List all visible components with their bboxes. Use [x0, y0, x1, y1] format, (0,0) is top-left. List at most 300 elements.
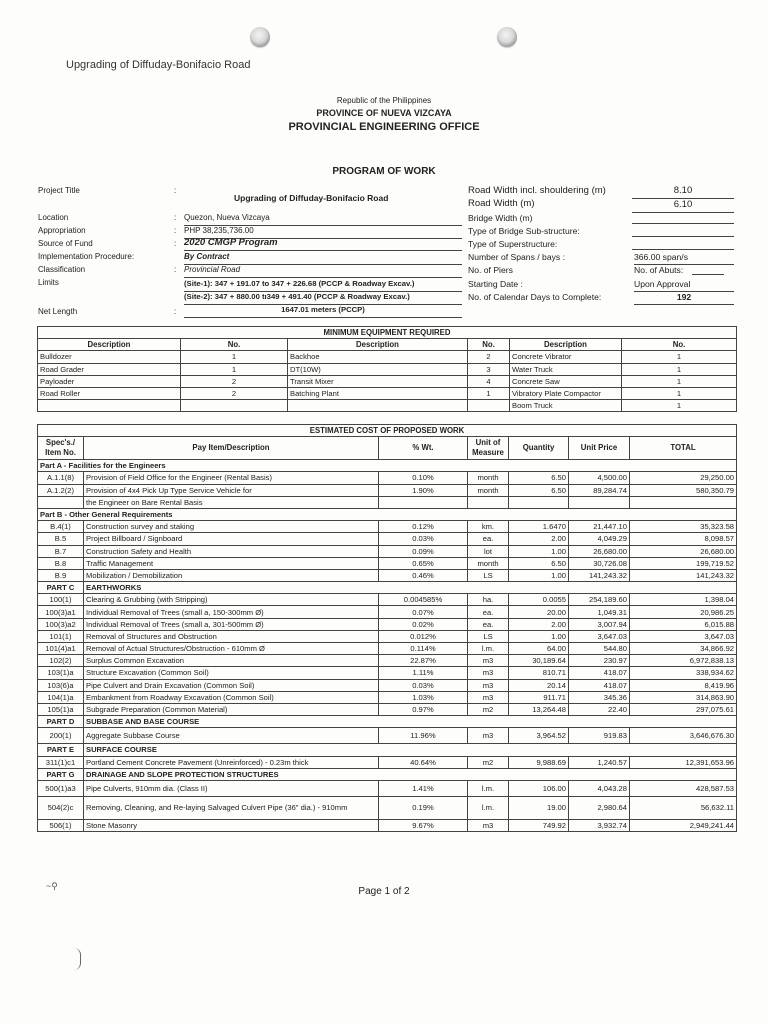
cell-desc: Embankment from Roadway Excavation (Common Soil) — [84, 691, 379, 703]
cell-total: 338,934.62 — [630, 667, 737, 679]
equipment-cell: 3 — [468, 363, 510, 375]
value-bridge-width — [632, 212, 734, 224]
table-row — [38, 655, 737, 667]
cost-title: ESTIMATED COST OF PROPOSED WORK — [38, 425, 737, 437]
cell-total — [630, 496, 737, 508]
cell-price: 4,500.00 — [569, 472, 630, 484]
cell-item: B.9 — [38, 569, 84, 581]
value-superstructure — [632, 238, 734, 250]
cell-price — [569, 496, 630, 508]
cell-item: 500(1)a3 — [38, 780, 84, 796]
cell-wt: 1.03% — [379, 691, 468, 703]
cost-header-5: Unit Price — [569, 437, 630, 460]
equipment-cell: 1 — [181, 363, 288, 375]
cell-qty: 6.50 — [509, 472, 569, 484]
colon: : — [174, 186, 177, 195]
cell-unit: month — [468, 472, 509, 484]
cost-header-3: Unit of Measure — [468, 437, 509, 460]
value-road-width: 6.10 — [632, 198, 734, 213]
cell-wt: 0.10% — [379, 472, 468, 484]
equipment-cell: Vibratory Plate Compactor — [510, 387, 622, 399]
cell-total: 6,015.88 — [630, 618, 737, 630]
cell-price: 89,284.74 — [569, 484, 630, 496]
part-label: PART G — [38, 768, 84, 780]
cell-item: 200(1) — [38, 728, 84, 744]
cell-unit: ha. — [468, 594, 509, 606]
cell-total: 580,350.79 — [630, 484, 737, 496]
value-implementation: By Contract — [184, 251, 462, 265]
value-road-width-shoulder: 8.10 — [632, 185, 734, 199]
value-location: Quezon, Nueva Vizcaya — [184, 212, 462, 226]
cell-item: 100(3)a2 — [38, 618, 84, 630]
value-starting-date: Upon Approval — [634, 278, 734, 292]
cell-wt: 0.004585% — [379, 594, 468, 606]
label-calendar-days: No. of Calendar Days to Complete: — [468, 292, 602, 302]
cell-qty: 2.00 — [509, 618, 569, 630]
section-title: Part A - Facilities for the Engineers — [38, 460, 737, 472]
cell-price: 544.80 — [569, 643, 630, 655]
cell-unit: ea. — [468, 618, 509, 630]
cell-wt: 0.65% — [379, 557, 468, 569]
label-implementation: Implementation Procedure: — [38, 252, 135, 261]
equipment-cell: 2 — [468, 351, 510, 363]
equipment-cell: Payloader — [38, 375, 181, 387]
cell-wt: 1.11% — [379, 667, 468, 679]
punch-hole-right — [497, 27, 517, 47]
part-label: PART E — [38, 744, 84, 756]
section-row — [38, 460, 737, 472]
equipment-cell: 1 — [622, 363, 737, 375]
equipment-cell: Boom Truck — [510, 400, 622, 412]
part-label: PART D — [38, 716, 84, 728]
cell-qty: 9,988.69 — [509, 756, 569, 768]
equipment-cell: 2 — [181, 387, 288, 399]
cell-item: 504(2)c — [38, 796, 84, 819]
cell-price: 919.83 — [569, 728, 630, 744]
cell-wt: 22.87% — [379, 655, 468, 667]
cell-unit — [468, 496, 509, 508]
cell-price: 21,447.10 — [569, 521, 630, 533]
cell-qty: 2.00 — [509, 533, 569, 545]
project-heading: Upgrading of Diffuday-Bonifacio Road — [66, 59, 251, 71]
equipment-header-5: No. — [622, 339, 737, 351]
colon: : — [174, 265, 177, 274]
cell-wt: 0.07% — [379, 606, 468, 618]
part-label: PART C — [38, 582, 84, 594]
label-classification: Classification — [38, 265, 86, 274]
label-road-width-shoulder: Road Width incl. shouldering (m) — [468, 185, 606, 196]
cell-unit: lot — [468, 545, 509, 557]
cell-qty: 64.00 — [509, 643, 569, 655]
label-starting-date: Starting Date : — [468, 279, 523, 289]
table-row — [38, 533, 737, 545]
cell-qty: 749.92 — [509, 819, 569, 831]
table-row — [38, 630, 737, 642]
cell-unit: m3 — [468, 679, 509, 691]
equipment-cell — [288, 400, 468, 412]
equipment-cell: 2 — [181, 375, 288, 387]
cell-price: 3,007.94 — [569, 618, 630, 630]
republic-text: Republic of the Philippines — [336, 96, 432, 105]
equipment-cell: Water Truck — [510, 363, 622, 375]
cell-price: 3,647.03 — [569, 630, 630, 642]
cell-qty — [509, 496, 569, 508]
part-row — [38, 582, 737, 594]
program-title: PROGRAM OF WORK — [332, 166, 436, 177]
cell-price: 418.07 — [569, 679, 630, 691]
cell-price: 254,189.60 — [569, 594, 630, 606]
cell-qty: 6.50 — [509, 557, 569, 569]
equipment-cell: 1 — [622, 375, 737, 387]
equipment-cell: 4 — [468, 375, 510, 387]
cell-total: 12,391,653.96 — [630, 756, 737, 768]
equipment-cell: 1 — [622, 400, 737, 412]
cell-desc: Pipe Culvert and Drain Excavation (Common Soil) — [84, 679, 379, 691]
cell-price: 1,240.57 — [569, 756, 630, 768]
label-project-title: Project Title — [38, 186, 80, 195]
pen-mark — [74, 948, 81, 970]
cell-total: 3,647.03 — [630, 630, 737, 642]
cost-header-2: % Wt. — [379, 437, 468, 460]
cell-desc: Pipe Culverts, 910mm dia. (Class II) — [84, 780, 379, 796]
cell-qty: 1.00 — [509, 545, 569, 557]
cell-desc: Structure Excavation (Common Soil) — [84, 667, 379, 679]
label-piers: No. of Piers — [468, 265, 513, 275]
page-number: Page 1 of 2 — [358, 886, 410, 897]
table-row — [38, 569, 737, 581]
cell-item: 311(1)c1 — [38, 756, 84, 768]
cell-total: 199,719.52 — [630, 557, 737, 569]
equipment-header-1: No. — [181, 339, 288, 351]
cell-unit: m2 — [468, 703, 509, 715]
cell-qty: 106.00 — [509, 780, 569, 796]
cell-unit: km. — [468, 521, 509, 533]
value-calendar-days: 192 — [634, 291, 734, 305]
equipment-row — [38, 400, 737, 412]
table-row — [38, 521, 737, 533]
value-appropriation: PHP 38,235,736.00 — [184, 225, 462, 239]
cell-unit: l.m. — [468, 643, 509, 655]
table-row — [38, 484, 737, 496]
cell-wt: 0.03% — [379, 679, 468, 691]
cell-qty: 0.0055 — [509, 594, 569, 606]
cell-item: 102(2) — [38, 655, 84, 667]
equipment-cell: 1 — [622, 351, 737, 363]
cell-desc: Removal of Structures and Obstruction — [84, 630, 379, 642]
equipment-row — [38, 363, 737, 375]
equipment-header-2: Description — [288, 339, 468, 351]
table-row — [38, 796, 737, 819]
cell-total: 141,243.32 — [630, 569, 737, 581]
cell-price: 26,680.00 — [569, 545, 630, 557]
equipment-cell: Bulldozer — [38, 351, 181, 363]
cell-wt: 0.02% — [379, 618, 468, 630]
cell-desc: Aggregate Subbase Course — [84, 728, 379, 744]
cell-total: 8,419.96 — [630, 679, 737, 691]
cell-desc: the Engineer on Bare Rental Basis — [84, 496, 379, 508]
cell-price: 4,049.29 — [569, 533, 630, 545]
cell-item — [38, 496, 84, 508]
equipment-row — [38, 351, 737, 363]
equipment-cell: Transit Mixer — [288, 375, 468, 387]
table-row — [38, 496, 737, 508]
cell-desc: Traffic Management — [84, 557, 379, 569]
value-project-title: Upgrading of Diffuday-Bonifacio Road — [234, 193, 389, 203]
cell-wt: 9.67% — [379, 819, 468, 831]
cell-total: 428,587.53 — [630, 780, 737, 796]
cell-item: B.5 — [38, 533, 84, 545]
equipment-cell — [181, 400, 288, 412]
label-source-of-fund: Source of Fund — [38, 239, 93, 248]
label-net-length: Net Length — [38, 307, 78, 316]
cell-price: 230.97 — [569, 655, 630, 667]
cell-desc: Individual Removal of Trees (small a, 150-300mm Ø) — [84, 606, 379, 618]
cell-total: 34,866.92 — [630, 643, 737, 655]
cell-item: B.4(1) — [38, 521, 84, 533]
cell-wt: 40.64% — [379, 756, 468, 768]
table-row — [38, 472, 737, 484]
equipment-cell: Road Roller — [38, 387, 181, 399]
initials-mark: ~⚲ — [46, 881, 58, 891]
cell-wt: 0.09% — [379, 545, 468, 557]
cell-qty: 911.71 — [509, 691, 569, 703]
part-row — [38, 768, 737, 780]
punch-hole-left — [250, 27, 270, 47]
equipment-cell — [38, 400, 181, 412]
cell-unit: ea. — [468, 533, 509, 545]
cell-desc: Provision of 4x4 Pick Up Type Service Vehicle for — [84, 484, 379, 496]
cost-header-0: Spec's./ Item No. — [38, 437, 84, 460]
table-row — [38, 679, 737, 691]
part-row — [38, 744, 737, 756]
cell-item: 103(6)a — [38, 679, 84, 691]
cell-item: 105(1)a — [38, 703, 84, 715]
table-row — [38, 643, 737, 655]
equipment-header-3: No. — [468, 339, 510, 351]
part-title: SUBBASE AND BASE COURSE — [84, 716, 737, 728]
cell-qty: 20.14 — [509, 679, 569, 691]
colon: : — [174, 226, 177, 235]
cell-qty: 1.00 — [509, 569, 569, 581]
part-row — [38, 716, 737, 728]
section-row — [38, 508, 737, 520]
table-row — [38, 756, 737, 768]
equipment-header-0: Description — [38, 339, 181, 351]
office-title: PROVINCIAL ENGINEERING OFFICE — [288, 121, 480, 133]
table-row — [38, 819, 737, 831]
cell-desc: Individual Removal of Trees (small a, 301-500mm Ø) — [84, 618, 379, 630]
cell-wt: 0.12% — [379, 521, 468, 533]
equipment-row — [38, 375, 737, 387]
section-title: Part B - Other General Requirements — [38, 508, 737, 520]
cell-total: 2,949,241.44 — [630, 819, 737, 831]
table-row — [38, 667, 737, 679]
cell-qty: 6.50 — [509, 484, 569, 496]
cell-total: 26,680.00 — [630, 545, 737, 557]
colon: : — [174, 239, 177, 248]
equipment-cell: DT(10W) — [288, 363, 468, 375]
equipment-cell: Concrete Vibrator — [510, 351, 622, 363]
value-classification: Provincial Road — [184, 264, 462, 278]
cell-unit: l.m. — [468, 780, 509, 796]
cell-item: 101(4)a1 — [38, 643, 84, 655]
cell-qty: 3,964.52 — [509, 728, 569, 744]
cell-desc: Subgrade Preparation (Common Material) — [84, 703, 379, 715]
equipment-table — [37, 326, 737, 412]
cost-header-1: Pay Item/Description — [84, 437, 379, 460]
value-limits-site1: (Site-1): 347 + 191.07 to 347 + 226.68 (PCCP & Roadway Excav.) — [184, 278, 462, 292]
equipment-cell: Batching Plant — [288, 387, 468, 399]
cell-item: B.7 — [38, 545, 84, 557]
cell-item: 101(1) — [38, 630, 84, 642]
label-spans: Number of Spans / bays : — [468, 252, 565, 262]
equipment-cell — [468, 400, 510, 412]
cell-desc: Removing, Cleaning, and Re-laying Salvaged Culvert Pipe (36" dia.) - 910mm — [84, 796, 379, 819]
value-source-of-fund: 2020 CMGP Program — [184, 237, 462, 251]
cell-unit: month — [468, 484, 509, 496]
table-row — [38, 606, 737, 618]
cell-total: 3,646,676.30 — [630, 728, 737, 744]
cell-item: 103(1)a — [38, 667, 84, 679]
cell-desc: Stone Masonry — [84, 819, 379, 831]
equipment-title: MINIMUM EQUIPMENT REQUIRED — [38, 327, 737, 339]
cell-total: 8,098.57 — [630, 533, 737, 545]
cell-unit: month — [468, 557, 509, 569]
cell-item: 506(1) — [38, 819, 84, 831]
equipment-row — [38, 387, 737, 399]
cell-qty: 1.6470 — [509, 521, 569, 533]
cell-qty: 30,189.64 — [509, 655, 569, 667]
value-spans: 366.00 span/s — [634, 251, 734, 265]
value-net-length: 1647.01 meters (PCCP) — [184, 304, 462, 318]
value-bridge-substructure — [632, 225, 734, 237]
equipment-cell: 1 — [468, 387, 510, 399]
label-bridge-width: Bridge Width (m) — [468, 213, 533, 223]
cell-unit: LS — [468, 630, 509, 642]
label-location: Location — [38, 213, 69, 222]
cell-unit: m3 — [468, 691, 509, 703]
cell-unit: m3 — [468, 819, 509, 831]
cell-price: 418.07 — [569, 667, 630, 679]
table-row — [38, 557, 737, 569]
cell-unit: m3 — [468, 667, 509, 679]
table-row — [38, 703, 737, 715]
equipment-header-4: Description — [510, 339, 622, 351]
cell-item: A.1.2(2) — [38, 484, 84, 496]
cost-table — [37, 424, 737, 832]
value-abuts — [692, 264, 724, 275]
cell-total: 1,398.04 — [630, 594, 737, 606]
cell-qty: 13,264.48 — [509, 703, 569, 715]
part-title: SURFACE COURSE — [84, 744, 737, 756]
cell-unit: m2 — [468, 756, 509, 768]
label-limits: Limits — [38, 278, 59, 287]
equipment-cell: 1 — [622, 387, 737, 399]
cell-total: 29,250.00 — [630, 472, 737, 484]
cell-unit: LS — [468, 569, 509, 581]
cell-total: 314,863.90 — [630, 691, 737, 703]
cell-price: 3,932.74 — [569, 819, 630, 831]
cell-qty: 810.71 — [509, 667, 569, 679]
cell-desc: Surplus Common Excavation — [84, 655, 379, 667]
cell-desc: Removal of Actual Structures/Obstruction - 610mm Ø — [84, 643, 379, 655]
cell-desc: Construction survey and staking — [84, 521, 379, 533]
cell-total: 20,986.25 — [630, 606, 737, 618]
table-row — [38, 618, 737, 630]
label-appropriation: Appropriation — [38, 226, 86, 235]
cell-wt: 0.012% — [379, 630, 468, 642]
table-row — [38, 780, 737, 796]
cost-header-6: TOTAL — [630, 437, 737, 460]
equipment-cell: Road Grader — [38, 363, 181, 375]
equipment-cell: Backhoe — [288, 351, 468, 363]
cell-unit: m3 — [468, 728, 509, 744]
cell-total: 56,632.11 — [630, 796, 737, 819]
cell-total: 35,323.58 — [630, 521, 737, 533]
part-title: DRAINAGE AND SLOPE PROTECTION STRUCTURES — [84, 768, 737, 780]
cell-item: A.1.1(8) — [38, 472, 84, 484]
province-text: PROVINCE OF NUEVA VIZCAYA — [316, 108, 452, 118]
cell-desc: Mobilization / Demobilization — [84, 569, 379, 581]
cell-price: 141,243.32 — [569, 569, 630, 581]
part-title: EARTHWORKS — [84, 582, 737, 594]
equipment-cell: Concrete Saw — [510, 375, 622, 387]
label-superstructure: Type of Superstructure: — [468, 239, 558, 249]
cell-desc: Portland Cement Concrete Pavement (Unreinforced) - 0.23m thick — [84, 756, 379, 768]
cell-wt: 0.19% — [379, 796, 468, 819]
cell-unit: ea. — [468, 606, 509, 618]
cell-wt: 1.90% — [379, 484, 468, 496]
cell-total: 297,075.61 — [630, 703, 737, 715]
cell-price: 2,980.64 — [569, 796, 630, 819]
cell-price: 30,726.08 — [569, 557, 630, 569]
cell-unit: l.m. — [468, 796, 509, 819]
cell-desc: Construction Safety and Health — [84, 545, 379, 557]
cell-wt: 1.41% — [379, 780, 468, 796]
table-row — [38, 728, 737, 744]
cell-wt: 0.97% — [379, 703, 468, 715]
cell-item: 100(1) — [38, 594, 84, 606]
cell-qty: 20.00 — [509, 606, 569, 618]
cell-price: 1,049.31 — [569, 606, 630, 618]
label-abuts: No. of Abuts: — [634, 265, 684, 275]
cell-desc: Provision of Field Office for the Engineer (Rental Basis) — [84, 472, 379, 484]
cell-desc: Project Billboard / Signboard — [84, 533, 379, 545]
cell-price: 22.40 — [569, 703, 630, 715]
cell-item: 104(1)a — [38, 691, 84, 703]
cell-wt — [379, 496, 468, 508]
cell-wt: 11.96% — [379, 728, 468, 744]
cell-wt: 0.03% — [379, 533, 468, 545]
label-bridge-substructure: Type of Bridge Sub-structure: — [468, 226, 580, 236]
cell-item: B.8 — [38, 557, 84, 569]
cell-desc: Clearing & Grubbing (with Stripping) — [84, 594, 379, 606]
equipment-cell: 1 — [181, 351, 288, 363]
cost-header-4: Quantity — [509, 437, 569, 460]
table-row — [38, 545, 737, 557]
table-row — [38, 691, 737, 703]
cell-qty: 19.00 — [509, 796, 569, 819]
cell-unit: m3 — [468, 655, 509, 667]
cell-wt: 0.46% — [379, 569, 468, 581]
label-road-width: Road Width (m) — [468, 198, 535, 209]
cell-item: 100(3)a1 — [38, 606, 84, 618]
cell-wt: 0.114% — [379, 643, 468, 655]
colon: : — [174, 307, 177, 316]
colon: : — [174, 213, 177, 222]
cell-price: 4,043.28 — [569, 780, 630, 796]
cell-total: 6,972,838.13 — [630, 655, 737, 667]
